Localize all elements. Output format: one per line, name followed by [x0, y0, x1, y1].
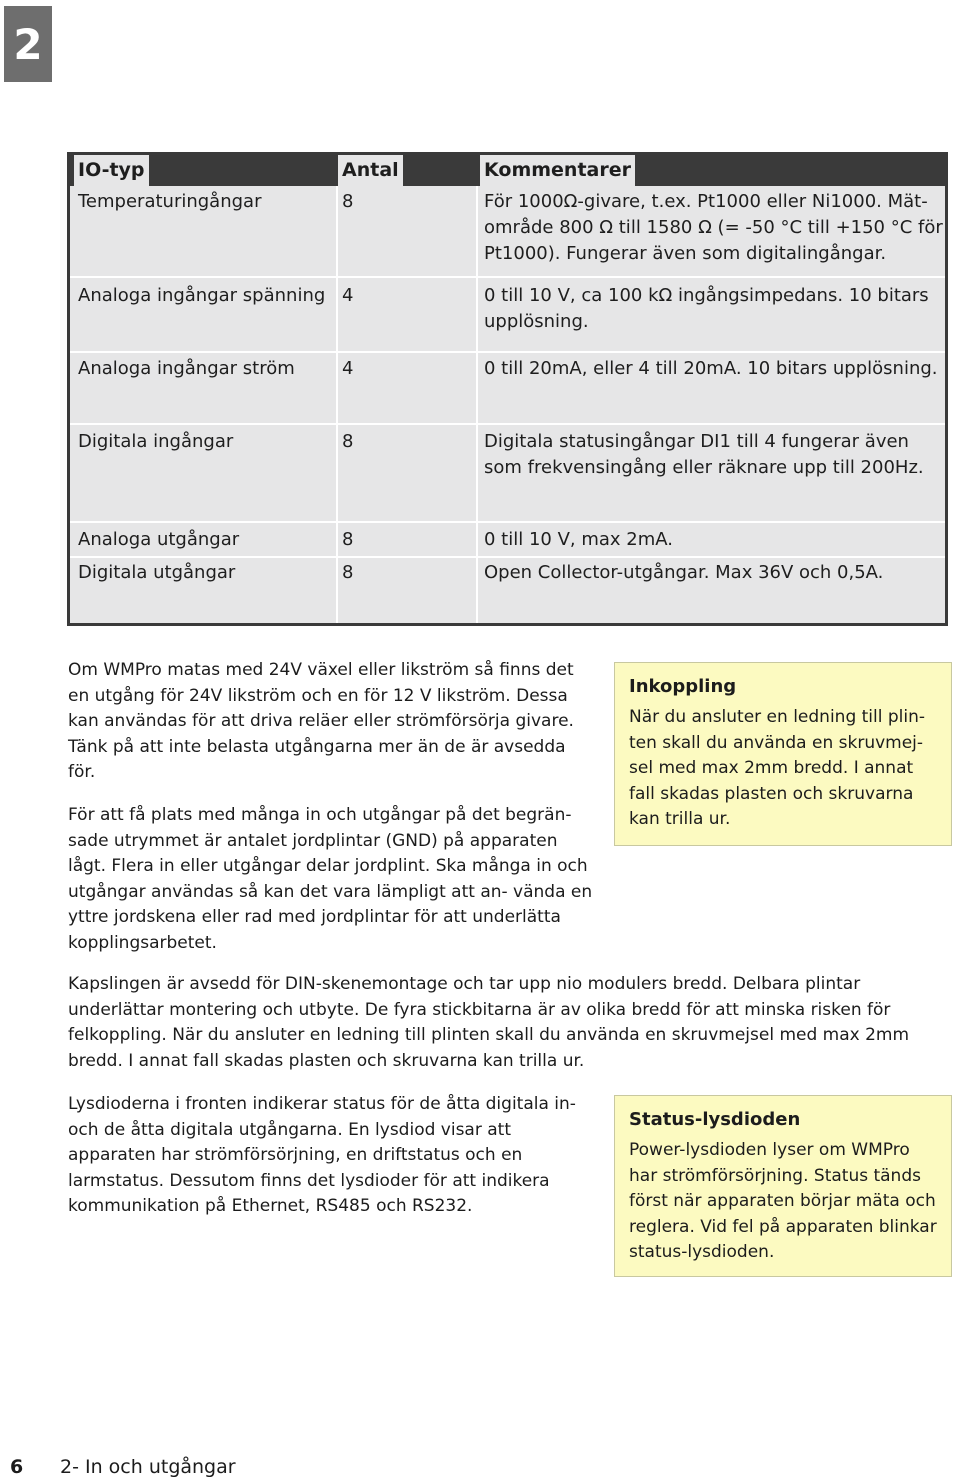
side-box-title: Status-lysdioden: [629, 1109, 801, 1130]
paragraph-enclosure: Kapslingen är avsedd för DIN-skenemontage och tar upp nio modulers bredd. Delbara plintar underlättar montering och utbyte. De fyra stickbitarna är av olika bredd för att minska risken för felkoppling. När du ansluter en ledning till plinten skall du använda en skruvmejsel med max 2mm bredd. I annat fall skadas plasten och skruvarna kan trilla ur.: [68, 974, 910, 1071]
row-divider: [70, 351, 945, 353]
paragraph-power-outputs: Om WMPro matas med 24V växel eller likström så finns det en utgång för 24V likström och en för 12 V likström. Dessa kan användas för att driva reläer eller strömförsörja givare. Tänk på att inte belasta utgångarna mer än de är avsedda för.: [68, 660, 574, 782]
table-cell-type: Analoga utgångar: [78, 529, 240, 550]
table-cell-comment: 0 till 10 V, max 2mA.: [484, 529, 673, 550]
table-cell-count: 4: [342, 285, 354, 306]
table-cell-comment: För 1000Ω-givare, t.ex. Pt1000 eller Ni1000. Mät- område 800 Ω till 1580 Ω (= -50 °C till +150 °C för Pt1000). Fungerar även som digitalingångar.: [484, 191, 943, 264]
row-divider: [70, 423, 945, 425]
side-box-text: Power-lysdioden lyser om WMPro har strömförsörjning. Status tänds först när apparaten börjar mäta och reglera. Vid fel på apparaten blinkar status-lysdioden.: [629, 1140, 937, 1262]
paragraph-ground-terminals: För att få plats med många in och utgångar på det begrän- sade utrymmet är antalet jordplintar (GND) på apparaten lågt. Flera in eller utgångar delar jordplint. Ska många in och utgångar användas så kan det vara lämpligt att an- vända en yttre jordskena eller rad med jordplintar för att underlätta kopplingsarbetet.: [68, 805, 593, 953]
row-divider: [70, 556, 945, 558]
row-divider: [70, 521, 945, 523]
side-box-text: När du ansluter en ledning till plin- ten skall du använda en skruvmej- sel med max 2mm bredd. I annat fall skadas plasten och skruvarna kan trilla ur.: [629, 707, 926, 829]
table-cell-count: 8: [342, 529, 354, 550]
io-table: [67, 152, 948, 626]
table-cell-count: 4: [342, 358, 354, 379]
side-box-inkoppling: [614, 662, 952, 846]
side-box-title: Inkoppling: [629, 676, 737, 697]
table-cell-type: Analoga ingångar spänning: [78, 285, 326, 306]
table-cell-comment: Digitala statusingångar DI1 till 4 fungerar även som frekvensingång eller räknare upp till 200Hz.: [484, 431, 924, 478]
side-box-status-led: [614, 1095, 952, 1277]
header-count: Antal: [342, 155, 403, 186]
table-cell-type: Analoga ingångar ström: [78, 358, 295, 379]
table-cell-count: 8: [342, 431, 354, 452]
row-divider: [70, 276, 945, 278]
table-cell-type: Digitala utgångar: [78, 562, 236, 583]
table-cell-count: 8: [342, 191, 354, 212]
table-cell-comment: 0 till 10 V, ca 100 kΩ ingångsimpedans. 10 bitars upplösning.: [484, 285, 929, 332]
table-cell-comment: 0 till 20mA, eller 4 till 20mA. 10 bitars upplösning.: [484, 358, 938, 379]
footer-page-number: 6: [10, 1456, 24, 1478]
header-io-type: IO-typ: [78, 155, 149, 186]
table-cell-type: Digitala ingångar: [78, 431, 234, 452]
table-cell-type: Temperaturingångar: [78, 191, 262, 212]
table-cell-count: 8: [342, 562, 354, 583]
table-cell-comment: Open Collector-utgångar. Max 36V och 0,5A.: [484, 562, 884, 583]
chapter-number-tab: 2: [4, 6, 52, 82]
header-comments: Kommentarer: [484, 155, 635, 186]
footer-section-title: 2- In och utgångar: [60, 1456, 236, 1478]
paragraph-leds: Lysdioderna i fronten indikerar status för de åtta digitala in- och de åtta digitala utgångarna. En lysdiod visar att apparaten har strömförsörjning, en driftstatus och en larmstatus. Dessutom finns det lysdioder för att indikera kommunikation på Ethernet, RS485 och RS232.: [68, 1094, 576, 1216]
